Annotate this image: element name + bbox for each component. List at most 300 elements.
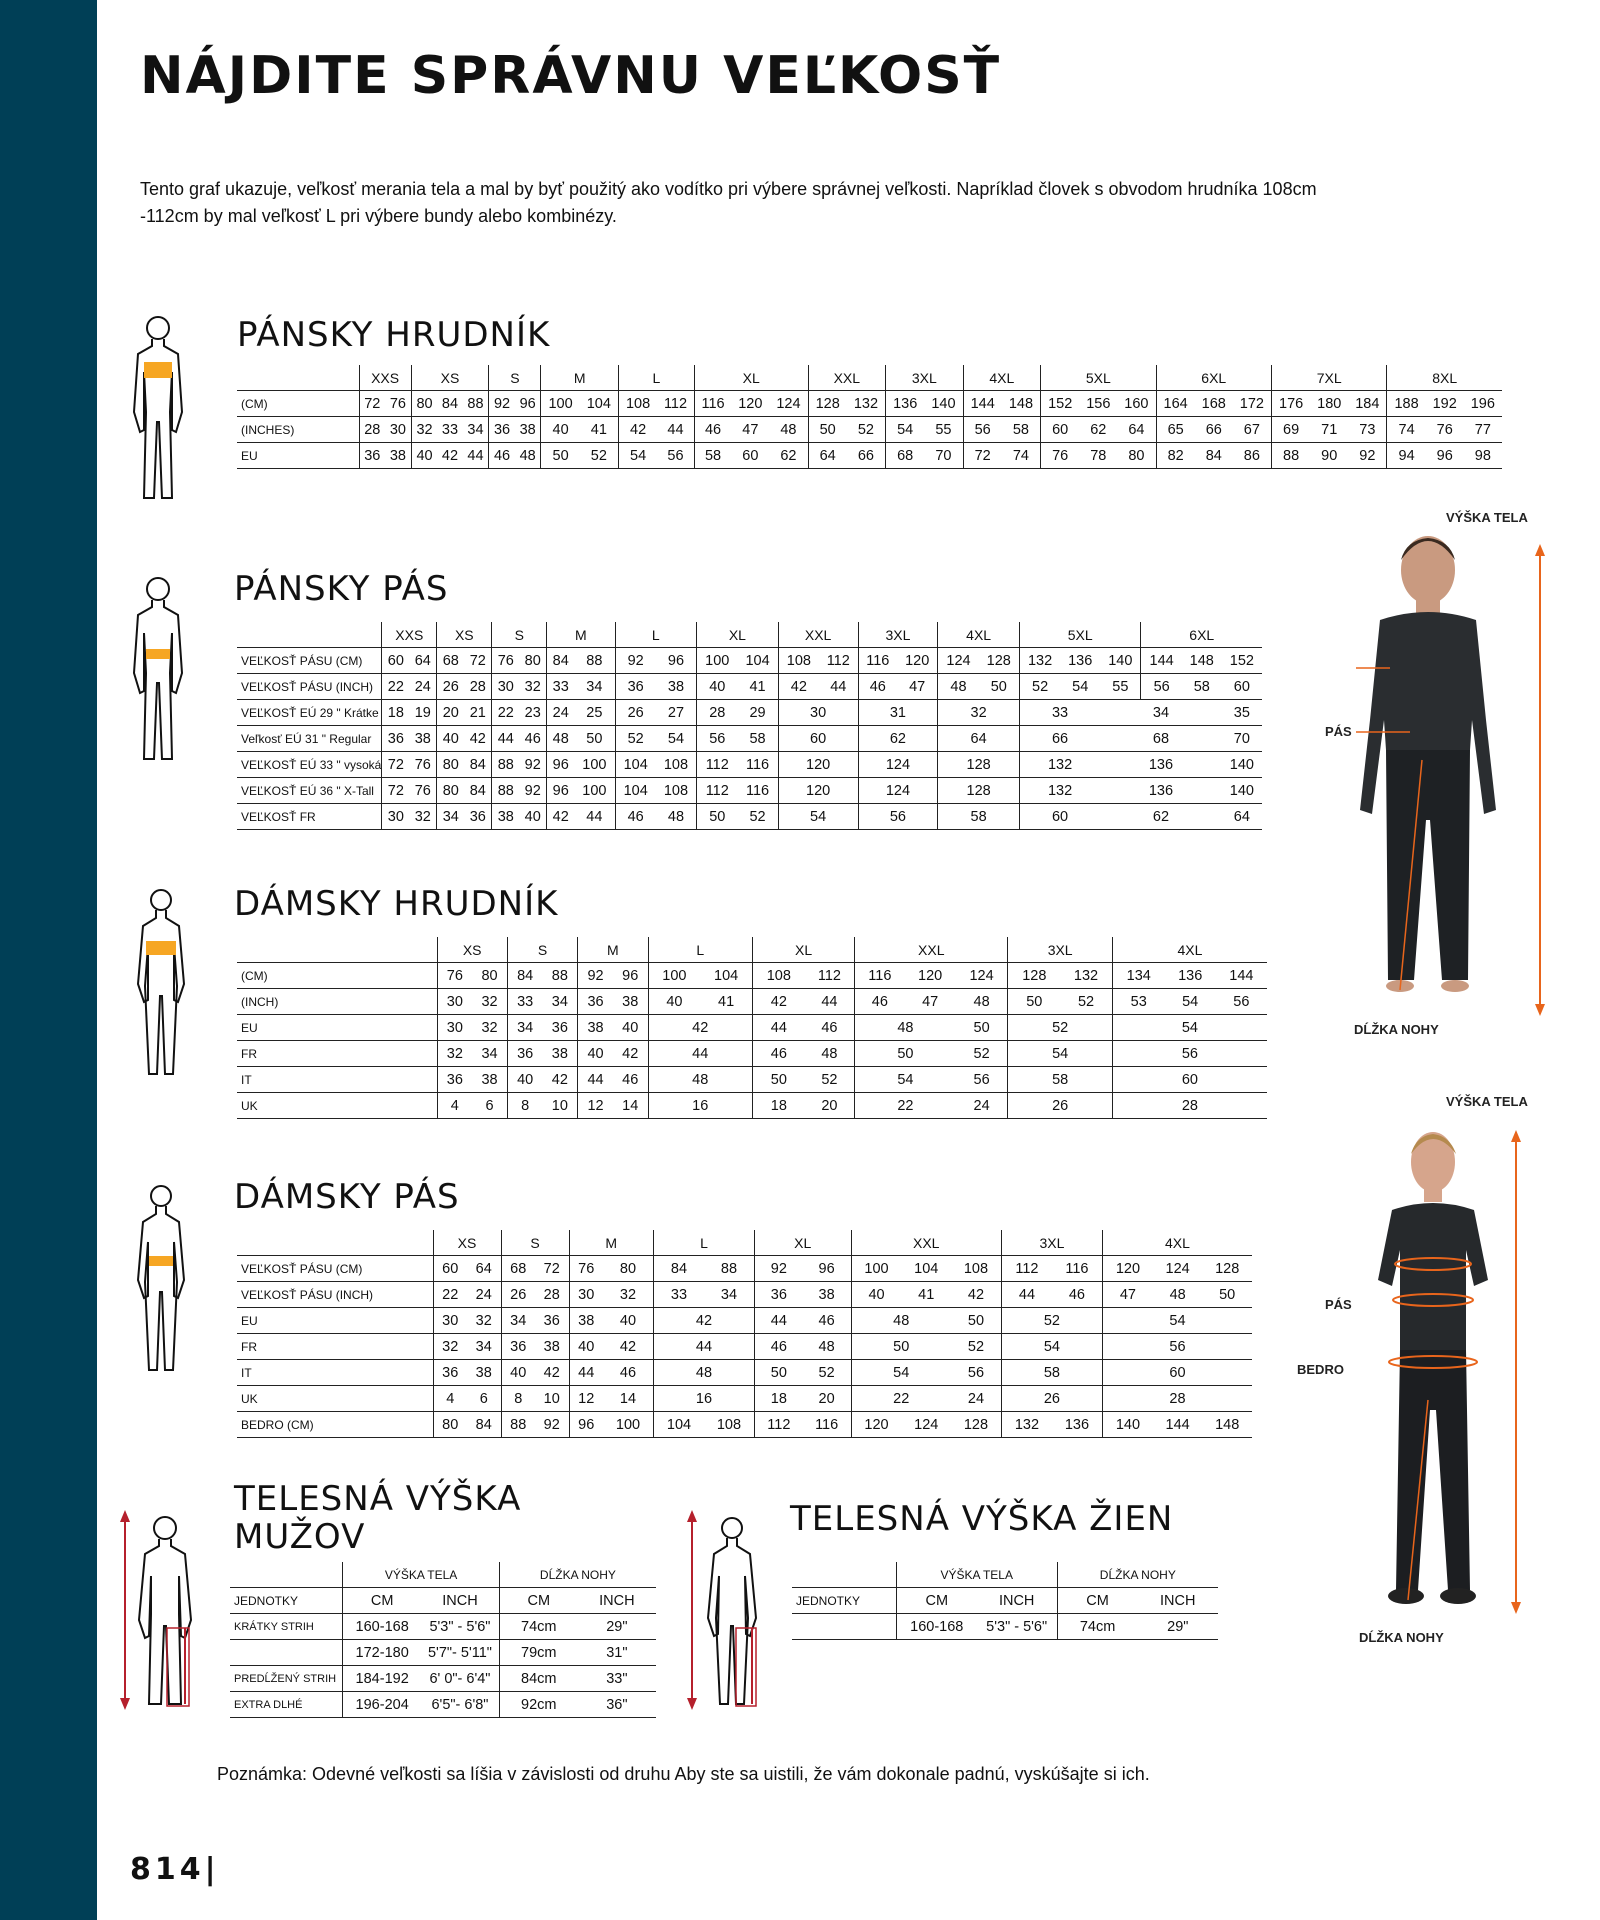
size-header-cell: M bbox=[541, 365, 619, 391]
size-header-cell: 5XL bbox=[1019, 622, 1141, 648]
table-cell: 94 bbox=[1387, 443, 1426, 469]
female-waist-figure-icon bbox=[135, 1182, 187, 1374]
table-cell: 176 bbox=[1272, 391, 1311, 417]
table-cell: 148 bbox=[1182, 648, 1222, 674]
table-cell: 74cm bbox=[499, 1614, 577, 1640]
table-cell: 56 bbox=[1216, 989, 1267, 1015]
table-cell: 27 bbox=[656, 700, 697, 726]
unit-header-cell: CM bbox=[896, 1588, 976, 1614]
table-cell: 18 bbox=[382, 700, 409, 726]
table-cell: 32 bbox=[433, 1334, 467, 1360]
table-cell: 42 bbox=[535, 1360, 569, 1386]
table-cell: 40 bbox=[569, 1334, 603, 1360]
page-title: NÁJDITE SPRÁVNU VEĽKOSŤ bbox=[140, 46, 1002, 106]
table-cell: 46 bbox=[803, 1308, 851, 1334]
table-cell: 140 bbox=[1222, 778, 1262, 804]
table-cell: 104 bbox=[653, 1412, 703, 1438]
table-cell: 42 bbox=[543, 1067, 578, 1093]
row-label: EU bbox=[237, 1308, 433, 1334]
table-cell: 50 bbox=[754, 1360, 802, 1386]
table-cell: 58 bbox=[1002, 417, 1041, 443]
man-height-label: VÝŠKA TELA bbox=[1446, 510, 1528, 525]
table-cell: 16 bbox=[648, 1093, 752, 1119]
woman-height-label: VÝŠKA TELA bbox=[1446, 1094, 1528, 1109]
women-waist-title: DÁMSKY PÁS bbox=[234, 1177, 460, 1217]
table-cell: 48 bbox=[656, 804, 697, 830]
table-cell: 136 bbox=[1100, 778, 1222, 804]
table-cell: 52 bbox=[805, 1067, 855, 1093]
table-cell: 38 bbox=[492, 804, 519, 830]
table-cell: 36 bbox=[437, 1067, 472, 1093]
table-cell: 96 bbox=[547, 778, 574, 804]
table-cell: 88 bbox=[543, 963, 578, 989]
table-cell: 96 bbox=[569, 1412, 603, 1438]
table-cell: 33 bbox=[547, 674, 574, 700]
row-label: VEĽKOSŤ PÁSU (INCH) bbox=[237, 674, 382, 700]
table-cell: 52 bbox=[1001, 1308, 1102, 1334]
men-chest-title: PÁNSKY HRUDNÍK bbox=[237, 315, 551, 355]
table-cell: 36" bbox=[578, 1692, 656, 1718]
header-corner bbox=[237, 622, 382, 648]
table-cell: 14 bbox=[613, 1093, 648, 1119]
intro-text: Tento graf ukazuje, veľkosť merania tela a mal by byť použitý ako vodítko pri výbere správnej veľkosti. Napríklad človek s obvodom hrudníka 108cm -112cm by mal veľkosť L pri výbere bundy alebo kombinézy. bbox=[140, 179, 1317, 226]
table-cell: 72 bbox=[535, 1256, 569, 1282]
table-cell: 108 bbox=[656, 752, 697, 778]
table-cell: 164 bbox=[1156, 391, 1195, 417]
table-cell: 22 bbox=[492, 700, 519, 726]
table-cell: 128 bbox=[808, 391, 847, 417]
table-cell: 28 bbox=[1102, 1386, 1252, 1412]
table-cell: 38 bbox=[409, 726, 436, 752]
table-cell: 84 bbox=[547, 648, 574, 674]
table-row bbox=[237, 1282, 1252, 1308]
row-label: KRÁTKY STRIH bbox=[230, 1614, 343, 1640]
table-cell: 104 bbox=[700, 963, 752, 989]
table-cell: 124 bbox=[858, 752, 938, 778]
table-cell: 60 bbox=[731, 443, 769, 469]
table-cell: 60 bbox=[1102, 1360, 1252, 1386]
table-cell: 76 bbox=[492, 648, 519, 674]
table-cell: 44 bbox=[578, 1067, 613, 1093]
table-cell: 50 bbox=[979, 674, 1020, 700]
table-cell: 128 bbox=[1202, 1256, 1252, 1282]
table-cell: 104 bbox=[615, 778, 656, 804]
header-corner bbox=[237, 1230, 433, 1256]
size-header-row bbox=[237, 622, 1262, 648]
table-cell: 62 bbox=[858, 726, 938, 752]
table-cell: 48 bbox=[805, 1041, 855, 1067]
table-cell: 90 bbox=[1310, 443, 1348, 469]
table-cell: 48 bbox=[648, 1067, 752, 1093]
table-cell: 156 bbox=[1079, 391, 1117, 417]
table-cell: 29 bbox=[737, 700, 778, 726]
table-cell: 34 bbox=[501, 1308, 535, 1334]
table-cell: 35 bbox=[1222, 700, 1262, 726]
table-cell: 22 bbox=[855, 1093, 956, 1119]
table-cell: 30 bbox=[492, 674, 519, 700]
male-model-photo bbox=[1300, 520, 1570, 1040]
row-label: EXTRA DLHÉ bbox=[230, 1692, 343, 1718]
table-cell: 104 bbox=[615, 752, 656, 778]
table-cell: 112 bbox=[1001, 1256, 1051, 1282]
table-cell: 160 bbox=[1117, 391, 1156, 417]
table-cell: 96 bbox=[613, 963, 648, 989]
footnote: Poznámka: Odevné veľkosti sa líšia v závislosti od druhu Aby ste sa uistili, že vám dokonale padnú, vyskúšajte si ich. bbox=[217, 1764, 1150, 1784]
row-label: VEĽKOSŤ EÚ 36 " X-Tall bbox=[237, 778, 382, 804]
table-cell: 32 bbox=[472, 1015, 507, 1041]
table-cell: 68 bbox=[437, 648, 464, 674]
table-cell: 48 bbox=[769, 417, 808, 443]
table-cell: 136 bbox=[1052, 1412, 1102, 1438]
table-cell: 46 bbox=[694, 417, 731, 443]
table-cell: 40 bbox=[603, 1308, 653, 1334]
header-corner bbox=[792, 1562, 896, 1588]
table-cell: 160-168 bbox=[896, 1614, 976, 1640]
table-cell: 100 bbox=[697, 648, 738, 674]
table-cell: 44 bbox=[754, 1308, 802, 1334]
table-cell: 36 bbox=[359, 443, 385, 469]
table-cell: 132 bbox=[1019, 778, 1100, 804]
table-cell: 88 bbox=[492, 778, 519, 804]
table-cell: 148 bbox=[1002, 391, 1041, 417]
table-cell: 33 bbox=[507, 989, 542, 1015]
table-cell: 132 bbox=[1019, 648, 1060, 674]
table-cell: 8 bbox=[501, 1386, 535, 1412]
size-header-cell: XXS bbox=[382, 622, 437, 648]
table-cell: 128 bbox=[1008, 963, 1060, 989]
size-header-cell: XS bbox=[433, 1230, 501, 1256]
table-row bbox=[237, 989, 1267, 1015]
table-row bbox=[792, 1614, 1218, 1640]
table-cell: 116 bbox=[737, 778, 778, 804]
table-cell: 40 bbox=[411, 443, 437, 469]
table-cell: 34 bbox=[467, 1334, 501, 1360]
table-cell: 180 bbox=[1310, 391, 1348, 417]
size-header-cell: 4XL bbox=[938, 622, 1020, 648]
table-cell: 42 bbox=[951, 1282, 1001, 1308]
table-row bbox=[237, 674, 1262, 700]
table-cell: 100 bbox=[851, 1256, 901, 1282]
table-row bbox=[237, 1041, 1267, 1067]
table-cell: 108 bbox=[951, 1256, 1001, 1282]
table-cell: 84 bbox=[467, 1412, 501, 1438]
table-cell: 72 bbox=[464, 648, 491, 674]
table-cell: 112 bbox=[697, 752, 738, 778]
table-cell: 31 bbox=[858, 700, 938, 726]
table-cell: 38 bbox=[543, 1041, 578, 1067]
table-row bbox=[237, 417, 1502, 443]
table-cell: 68 bbox=[501, 1256, 535, 1282]
table-cell: 52 bbox=[951, 1334, 1001, 1360]
table-cell: 184 bbox=[1348, 391, 1387, 417]
female-height-figure-icon bbox=[682, 1510, 772, 1710]
table-cell: 5'3" - 5'6" bbox=[421, 1614, 499, 1640]
table-cell: 42 bbox=[752, 989, 804, 1015]
men-waist-title: PÁNSKY PÁS bbox=[234, 569, 449, 609]
table-cell: 50 bbox=[951, 1308, 1001, 1334]
table-cell: 88 bbox=[1272, 443, 1311, 469]
table-cell: 124 bbox=[956, 963, 1008, 989]
table-cell: 56 bbox=[858, 804, 938, 830]
table-cell: 44 bbox=[492, 726, 519, 752]
table-cell: 44 bbox=[657, 417, 694, 443]
table-cell: 25 bbox=[574, 700, 615, 726]
table-cell: 42 bbox=[603, 1334, 653, 1360]
table-cell: 31" bbox=[578, 1640, 656, 1666]
table-cell: 134 bbox=[1112, 963, 1164, 989]
size-header-cell: XS bbox=[437, 622, 492, 648]
table-cell: 41 bbox=[737, 674, 778, 700]
table-cell: 116 bbox=[858, 648, 897, 674]
table-cell: 86 bbox=[1233, 443, 1272, 469]
table-cell: 76 bbox=[409, 752, 436, 778]
table-cell: 66 bbox=[1195, 417, 1233, 443]
size-header-row bbox=[237, 365, 1502, 391]
table-cell: 34 bbox=[704, 1282, 754, 1308]
table-cell: 56 bbox=[1102, 1334, 1252, 1360]
table-cell: 62 bbox=[769, 443, 808, 469]
size-header-row bbox=[237, 1230, 1252, 1256]
size-header-cell: 6XL bbox=[1156, 365, 1271, 391]
table-cell: 52 bbox=[1019, 674, 1060, 700]
table-cell: 80 bbox=[433, 1412, 467, 1438]
size-header-cell: XXL bbox=[808, 365, 886, 391]
size-header-cell: XXS bbox=[359, 365, 411, 391]
table-cell: 50 bbox=[697, 804, 738, 830]
table-cell: 46 bbox=[489, 443, 515, 469]
table-cell: 72 bbox=[382, 778, 409, 804]
woman-waist-label: PÁS bbox=[1325, 1297, 1352, 1312]
row-label: UK bbox=[237, 1093, 437, 1119]
table-cell: 152 bbox=[1041, 391, 1080, 417]
male-waist-figure-icon bbox=[132, 573, 184, 763]
table-cell: 48 bbox=[653, 1360, 754, 1386]
table-row bbox=[230, 1666, 656, 1692]
male-height-figure-icon bbox=[115, 1510, 205, 1710]
table-cell: 140 bbox=[1222, 752, 1262, 778]
table-cell: 76 bbox=[1426, 417, 1464, 443]
table-cell: 76 bbox=[409, 778, 436, 804]
size-header-cell: 3XL bbox=[858, 622, 938, 648]
women-height-table bbox=[792, 1562, 1218, 1640]
size-header-cell: 4XL bbox=[1112, 937, 1267, 963]
table-cell: 60 bbox=[382, 648, 409, 674]
size-header-cell: XXL bbox=[778, 622, 858, 648]
table-cell: 76 bbox=[437, 963, 472, 989]
table-cell: 12 bbox=[569, 1386, 603, 1412]
table-cell: 42 bbox=[437, 443, 462, 469]
table-row bbox=[230, 1640, 656, 1666]
table-cell: 52 bbox=[737, 804, 778, 830]
table-cell: 48 bbox=[803, 1334, 851, 1360]
table-cell: 120 bbox=[778, 778, 858, 804]
size-header-cell: XXL bbox=[855, 937, 1008, 963]
table-cell: 30 bbox=[437, 1015, 472, 1041]
table-cell: 38 bbox=[472, 1067, 507, 1093]
table-row bbox=[237, 648, 1262, 674]
table-row bbox=[237, 1067, 1267, 1093]
size-header-cell: 4XL bbox=[963, 365, 1041, 391]
table-cell: 24 bbox=[467, 1282, 501, 1308]
table-cell: 68 bbox=[886, 443, 925, 469]
table-row bbox=[237, 752, 1262, 778]
table-cell: 6 bbox=[467, 1386, 501, 1412]
table-cell: 56 bbox=[956, 1067, 1008, 1093]
table-cell: 84 bbox=[653, 1256, 703, 1282]
table-cell: 100 bbox=[648, 963, 700, 989]
table-cell: 34 bbox=[543, 989, 578, 1015]
table-cell: 4 bbox=[433, 1386, 467, 1412]
table-cell: 92 bbox=[519, 778, 546, 804]
table-cell: 100 bbox=[574, 752, 615, 778]
table-cell: 52 bbox=[956, 1041, 1008, 1067]
table-cell: 40 bbox=[501, 1360, 535, 1386]
table-cell: 116 bbox=[855, 963, 905, 989]
table-cell: 76 bbox=[569, 1256, 603, 1282]
table-row bbox=[230, 1614, 656, 1640]
table-cell: 54 bbox=[618, 443, 657, 469]
table-cell: 132 bbox=[847, 391, 886, 417]
table-cell: 60 bbox=[1222, 674, 1262, 700]
table-cell: 42 bbox=[653, 1308, 754, 1334]
table-row bbox=[237, 963, 1267, 989]
table-cell: 136 bbox=[1165, 963, 1216, 989]
table-cell: 10 bbox=[535, 1386, 569, 1412]
table-cell: 24 bbox=[956, 1093, 1008, 1119]
table-cell: 70 bbox=[1222, 726, 1262, 752]
table-cell: 32 bbox=[472, 989, 507, 1015]
table-cell: 38 bbox=[467, 1360, 501, 1386]
table-cell: 36 bbox=[489, 417, 515, 443]
table-cell: 46 bbox=[805, 1015, 855, 1041]
table-cell: 104 bbox=[580, 391, 619, 417]
table-cell: 74 bbox=[1387, 417, 1426, 443]
row-label: IT bbox=[237, 1067, 437, 1093]
table-cell: 46 bbox=[615, 804, 656, 830]
table-cell: 19 bbox=[409, 700, 436, 726]
table-cell: 40 bbox=[519, 804, 546, 830]
row-label: EU bbox=[237, 443, 359, 469]
size-header-cell: S bbox=[501, 1230, 569, 1256]
table-cell: 58 bbox=[694, 443, 731, 469]
table-cell: 54 bbox=[1008, 1041, 1112, 1067]
table-cell: 96 bbox=[656, 648, 697, 674]
table-cell: 28 bbox=[535, 1282, 569, 1308]
table-cell: 55 bbox=[924, 417, 963, 443]
table-cell: 124 bbox=[858, 778, 938, 804]
table-cell: 36 bbox=[507, 1041, 542, 1067]
table-cell: 48 bbox=[851, 1308, 951, 1334]
table-cell: 58 bbox=[1001, 1360, 1102, 1386]
table-row bbox=[237, 778, 1262, 804]
table-cell: 21 bbox=[464, 700, 491, 726]
table-cell: 58 bbox=[1182, 674, 1222, 700]
table-cell: 16 bbox=[653, 1386, 754, 1412]
table-cell: 58 bbox=[938, 804, 1020, 830]
table-cell: 74cm bbox=[1057, 1614, 1137, 1640]
table-cell: 60 bbox=[1041, 417, 1080, 443]
table-cell: 64 bbox=[467, 1256, 501, 1282]
page-number: 814| bbox=[130, 1852, 220, 1887]
table-cell: 41 bbox=[700, 989, 752, 1015]
table-cell: 38 bbox=[613, 989, 648, 1015]
table-cell: 30 bbox=[778, 700, 858, 726]
table-cell: 100 bbox=[574, 778, 615, 804]
table-cell: 112 bbox=[754, 1412, 802, 1438]
table-cell: 80 bbox=[437, 752, 464, 778]
size-header-cell: 6XL bbox=[1141, 622, 1262, 648]
table-cell: 47 bbox=[897, 674, 938, 700]
row-label: (CM) bbox=[237, 391, 359, 417]
table-cell: 92 bbox=[1348, 443, 1387, 469]
table-cell: 66 bbox=[1019, 726, 1100, 752]
table-cell: 6'5"- 6'8" bbox=[421, 1692, 499, 1718]
row-label: VEĽKOSŤ EÚ 33 " vysoká bbox=[237, 752, 382, 778]
table-cell: 38 bbox=[569, 1308, 603, 1334]
table-cell: 36 bbox=[754, 1282, 802, 1308]
table-cell: 92 bbox=[578, 963, 613, 989]
table-cell: 140 bbox=[924, 391, 963, 417]
table-cell: 30 bbox=[382, 804, 409, 830]
table-cell: 50 bbox=[1008, 989, 1060, 1015]
table-cell: 196-204 bbox=[343, 1692, 421, 1718]
table-cell: 108 bbox=[752, 963, 804, 989]
units-label: JEDNOTKY bbox=[230, 1588, 343, 1614]
table-cell: 29" bbox=[1138, 1614, 1218, 1640]
table-cell: 6 bbox=[472, 1093, 507, 1119]
table-cell: 54 bbox=[778, 804, 858, 830]
table-cell: 52 bbox=[1060, 989, 1112, 1015]
size-header-cell: L bbox=[653, 1230, 754, 1256]
table-cell: 132 bbox=[1060, 963, 1112, 989]
table-cell: 44 bbox=[819, 674, 858, 700]
table-cell: 36 bbox=[464, 804, 491, 830]
table-cell: 92 bbox=[615, 648, 656, 674]
table-cell: 4 bbox=[437, 1093, 472, 1119]
table-cell: 48 bbox=[855, 1015, 956, 1041]
table-cell: 30 bbox=[569, 1282, 603, 1308]
units-label: JEDNOTKY bbox=[792, 1588, 896, 1614]
table-cell: 124 bbox=[1153, 1256, 1202, 1282]
table-cell: 56 bbox=[963, 417, 1002, 443]
table-cell: 68 bbox=[1100, 726, 1222, 752]
table-cell: 36 bbox=[382, 726, 409, 752]
men-waist-table bbox=[237, 622, 1262, 830]
table-cell: 46 bbox=[752, 1041, 804, 1067]
table-cell: 32 bbox=[519, 674, 546, 700]
table-cell: 84 bbox=[507, 963, 542, 989]
size-header-cell: XL bbox=[752, 937, 854, 963]
man-leg-label: DĹŽKA NOHY bbox=[1354, 1022, 1439, 1037]
table-cell: 132 bbox=[1001, 1412, 1051, 1438]
table-cell: 55 bbox=[1100, 674, 1141, 700]
table-cell: 60 bbox=[1019, 804, 1100, 830]
table-cell: 192 bbox=[1426, 391, 1464, 417]
table-cell: 54 bbox=[1102, 1308, 1252, 1334]
table-cell: 32 bbox=[437, 1041, 472, 1067]
row-label: VEĽKOSŤ EÚ 29 " Krátke bbox=[237, 700, 382, 726]
size-header-cell: S bbox=[507, 937, 577, 963]
table-cell: 40 bbox=[437, 726, 464, 752]
table-cell: 24 bbox=[409, 674, 436, 700]
table-cell: 38 bbox=[385, 443, 411, 469]
table-cell: 26 bbox=[501, 1282, 535, 1308]
table-cell: 50 bbox=[855, 1041, 956, 1067]
table-cell: 80 bbox=[472, 963, 507, 989]
table-cell: 116 bbox=[803, 1412, 851, 1438]
table-cell: 116 bbox=[737, 752, 778, 778]
table-cell: 42 bbox=[618, 417, 657, 443]
